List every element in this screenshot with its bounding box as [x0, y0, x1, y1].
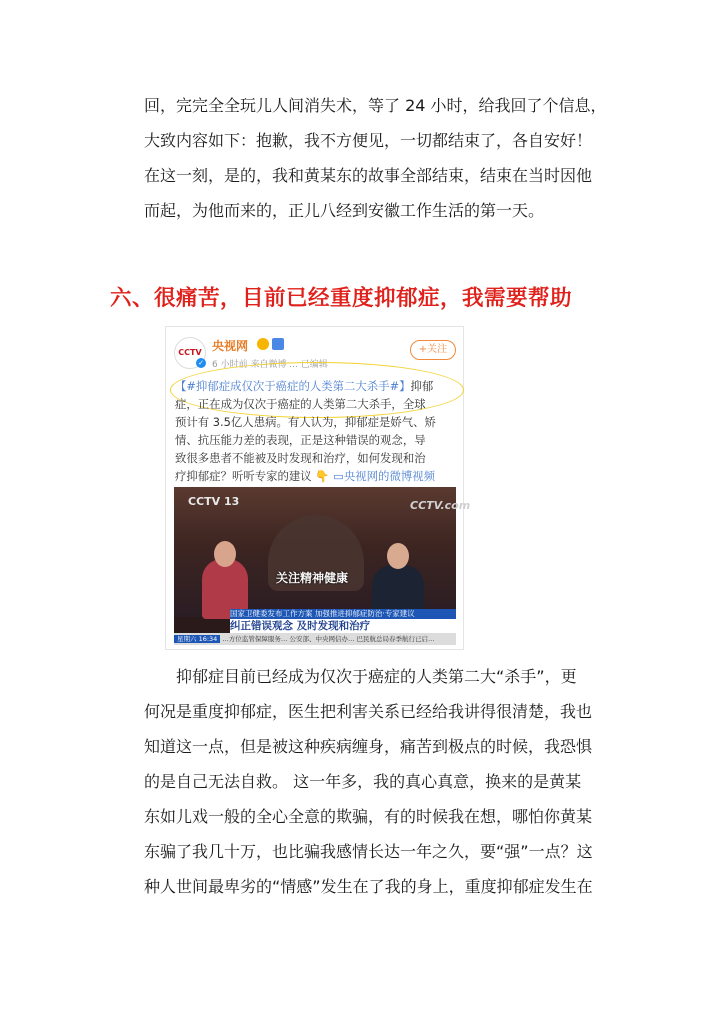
post-text-segment: 疗抑郁症？听听专家的建议 👇 — [175, 469, 334, 483]
video-thumbnail[interactable] — [174, 487, 471, 645]
anchor-right-head — [387, 543, 409, 569]
watermark-logo: CCTV.com — [410, 499, 471, 512]
org-badge-icon — [272, 338, 284, 350]
lower-third-subtitle: 国家卫健委发布工作方案 加强推进抑郁症防治·专家建议 — [230, 609, 456, 619]
post-line: 情、抗压能力差的表现，正是这种错误的观念，导 — [175, 433, 426, 447]
post-line — [175, 467, 459, 485]
text-line: 东如儿戏一般的全心全意的欺骗，有的时候我在想，哪怕你黄某 — [144, 807, 593, 826]
text-line: 抑郁症目前已经成为仅次于癌症的人类第二大“杀手”，更 — [176, 667, 577, 686]
hashtag-link[interactable]: 【#抑郁症成仅次于癌症的人类第二大杀手#】 — [175, 379, 411, 393]
text-line: 知道这一点，但是被这种疾病缠身，痛苦到极点的时候，我恐惧 — [144, 737, 593, 756]
lower-third-title: 纠正错误观念 及时发现和治疗 — [230, 619, 456, 633]
ticker-text: …方位监管保障服务… 公安部、中央网信办… 巴民航总局春季航行已启… — [222, 635, 435, 643]
post-meta: 6 小时前 来自微博 ... 已编辑 — [212, 360, 328, 370]
channel-logo: CCTV 13 — [188, 495, 240, 508]
body-paragraph-top — [144, 88, 616, 228]
post-text — [175, 377, 459, 485]
text-line: 在这一刻，是的，我和黄某东的故事全部结束，结束在当时因他 — [144, 166, 593, 185]
text-line: 的是自己无法自救。 这一年多，我的真心真意，换来的是黄某 — [144, 772, 582, 791]
text-line: 何况是重度抑郁症，医生把利害关系已经给我讲得很清楚，我也 — [144, 702, 593, 721]
account-name[interactable]: 央视网 — [212, 339, 249, 353]
section-heading: 六、很痛苦，目前已经重度抑郁症，我需要帮助 — [110, 286, 573, 311]
verified-icon: ✓ — [196, 358, 206, 368]
text-line: 东骗了我几十万，也比骗我感情长达一年之久，要“强”一点？这 — [144, 842, 593, 861]
post-header — [166, 327, 463, 375]
post-text-segment: 抑郁 — [410, 379, 434, 393]
anchor-left-head — [214, 541, 236, 567]
text-line: 回，完完全全玩儿人间消失术，等了 24 小时，给我回了个信息， — [144, 96, 607, 115]
vip-badge-icon — [257, 338, 269, 350]
cctv-avatar[interactable]: CCTV — [174, 337, 206, 369]
text-line: 大致内容如下：抱歉，我不方便见，一切都结束了，各自安好！ — [144, 131, 593, 150]
body-paragraph-bottom — [144, 659, 616, 904]
text-line: 而起，为他而来的，正儿八经到安徽工作生活的第一天。 — [144, 201, 545, 220]
text-line: 种人世间最卑劣的“情感”发生在了我的身上，重度抑郁症发生在 — [144, 877, 593, 896]
news-ticker — [174, 633, 456, 645]
weibo-post-card — [165, 326, 471, 650]
post-line: 预计有 3.5亿人患病。有人认为，抑郁症是娇气、矫 — [175, 415, 436, 429]
video-link[interactable]: ▭央视网的微博视频 — [333, 469, 436, 483]
post-line — [175, 377, 459, 395]
post-line: 致很多患者不能被及时发现和治疗，如何发现和治 — [175, 451, 426, 465]
video-overlay-caption: 关注精神健康 — [276, 571, 349, 585]
post-line: 症，正在成为仅次于癌症的人类第二大杀手，全球 — [175, 397, 426, 411]
ticker-time: 星期六 16:34 — [174, 635, 220, 643]
follow-button[interactable]: +关注 — [410, 340, 456, 360]
